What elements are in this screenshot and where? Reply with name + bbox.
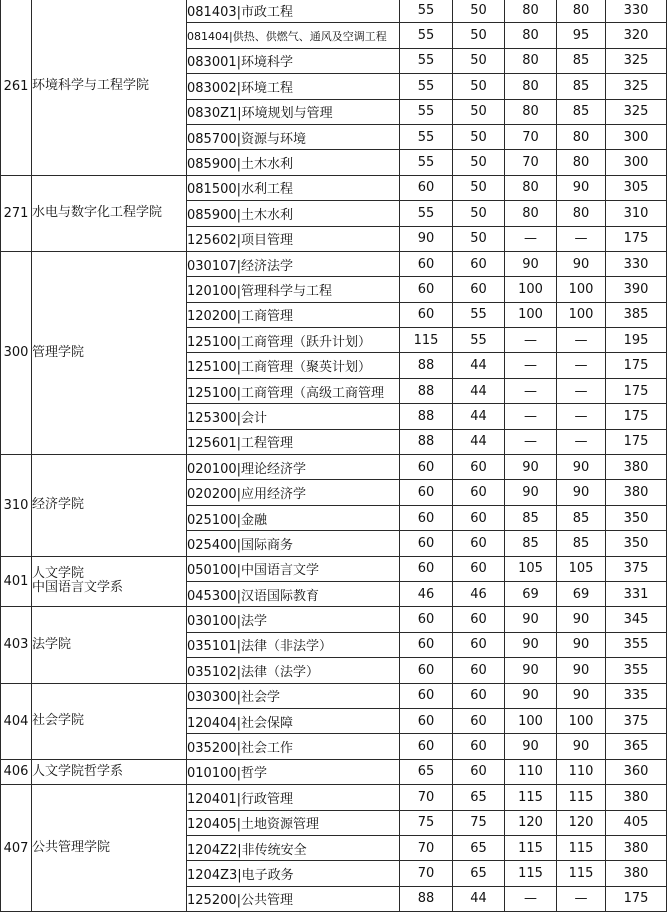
score-politics: 55 [400,201,453,226]
score-subject-2: 80 [557,124,606,149]
score-total: 325 [606,99,667,124]
score-total: 345 [606,607,667,632]
score-subject-2: 85 [557,99,606,124]
major-name: 125602|项目管理 [187,226,400,251]
score-foreign-language: 60 [453,708,505,733]
score-total: 175 [606,404,667,429]
score-subject-2: 95 [557,23,606,48]
major-name: 081403|市政工程 [187,0,400,23]
score-subject-1: 115 [505,835,557,860]
score-total: 380 [606,785,667,810]
score-subject-1: 90 [505,734,557,759]
score-foreign-language: 55 [453,328,505,353]
score-subject-1: 120 [505,810,557,835]
score-politics: 70 [400,835,453,860]
major-name: 025100|金融 [187,505,400,530]
major-name: 0830Z1|环境规划与管理 [187,99,400,124]
score-politics: 60 [400,302,453,327]
score-subject-2: 85 [557,505,606,530]
table-row [1,0,667,23]
unit-name [32,683,187,759]
score-politics: 88 [400,404,453,429]
score-subject-2: 90 [557,632,606,657]
score-total: 405 [606,810,667,835]
major-name: 125200|公共管理 [187,886,400,911]
unit-name-line: 经济学院 [32,497,85,513]
table-row [1,175,667,200]
score-politics: 60 [400,708,453,733]
score-politics: 60 [400,277,453,302]
score-foreign-language: 50 [453,201,505,226]
score-total: 305 [606,175,667,200]
score-total: 335 [606,683,667,708]
unit-name [32,556,187,607]
score-subject-2: 90 [557,658,606,683]
unit-code: 261 [1,0,32,175]
score-subject-1: 70 [505,150,557,175]
score-politics: 46 [400,581,453,606]
major-name: 010100|哲学 [187,759,400,784]
score-politics: 115 [400,328,453,353]
unit-name [32,175,187,251]
score-subject-1: — [505,328,557,353]
score-subject-1: 80 [505,175,557,200]
score-subject-2: 120 [557,810,606,835]
unit-name [32,455,187,557]
score-subject-1: 80 [505,48,557,73]
score-total: 390 [606,277,667,302]
score-politics: 55 [400,48,453,73]
score-politics: 60 [400,251,453,276]
score-politics: 60 [400,607,453,632]
score-politics: 70 [400,861,453,886]
score-subject-1: — [505,353,557,378]
score-foreign-language: 60 [453,632,505,657]
score-total: 375 [606,556,667,581]
score-foreign-language: 44 [453,404,505,429]
score-politics: 60 [400,455,453,480]
score-total: 320 [606,23,667,48]
table-row [1,251,667,276]
score-subject-1: — [505,404,557,429]
score-foreign-language: 60 [453,480,505,505]
major-name: 1204Z2|非传统安全 [187,835,400,860]
major-name: 035200|社会工作 [187,734,400,759]
score-subject-1: 70 [505,124,557,149]
major-name: 125601|工程管理 [187,429,400,454]
score-total: 375 [606,708,667,733]
score-subject-2: — [557,404,606,429]
major-name: 120405|土地资源管理 [187,810,400,835]
score-subject-1: 85 [505,531,557,556]
score-subject-2: — [557,328,606,353]
score-foreign-language: 65 [453,835,505,860]
score-politics: 88 [400,378,453,403]
major-name: 085700|资源与环境 [187,124,400,149]
score-total: 195 [606,328,667,353]
score-foreign-language: 44 [453,378,505,403]
score-foreign-language: 60 [453,683,505,708]
score-subject-1: 100 [505,708,557,733]
score-foreign-language: 75 [453,810,505,835]
score-politics: 55 [400,99,453,124]
score-subject-2: 115 [557,835,606,860]
score-subject-1: 100 [505,302,557,327]
score-subject-2: 85 [557,74,606,99]
unit-code: 310 [1,455,32,557]
score-foreign-language: 60 [453,251,505,276]
score-total: 175 [606,226,667,251]
score-total: 365 [606,734,667,759]
score-politics: 88 [400,353,453,378]
score-foreign-language: 44 [453,886,505,911]
score-total: 385 [606,302,667,327]
unit-name [32,251,187,454]
unit-name-line: 社会学院 [32,713,85,729]
major-name: 120404|社会保障 [187,708,400,733]
score-foreign-language: 60 [453,734,505,759]
score-total: 175 [606,353,667,378]
unit-name-line: 中国语言文学系 [32,580,124,596]
major-name: 125100|工商管理（高级工商管理 [187,378,400,403]
score-politics: 60 [400,480,453,505]
score-total: 325 [606,48,667,73]
score-subject-2: 90 [557,455,606,480]
score-subject-1: — [505,429,557,454]
score-total: 330 [606,0,667,23]
score-politics: 55 [400,124,453,149]
major-name: 125100|工商管理（聚英计划） [187,353,400,378]
score-subject-1: 90 [505,658,557,683]
score-foreign-language: 44 [453,353,505,378]
table-row [1,607,667,632]
major-name: 035102|法律（法学） [187,658,400,683]
unit-name-line: 公共管理学院 [32,840,111,856]
major-name: 030300|社会学 [187,683,400,708]
score-politics: 60 [400,505,453,530]
score-total: 350 [606,531,667,556]
score-foreign-language: 50 [453,48,505,73]
unit-name-line: 管理学院 [32,344,85,360]
score-subject-2: 85 [557,48,606,73]
score-subject-1: 69 [505,581,557,606]
major-name: 035101|法律（非法学） [187,632,400,657]
major-name: 020200|应用经济学 [187,480,400,505]
score-subject-2: 90 [557,480,606,505]
score-subject-2: — [557,429,606,454]
score-subject-1: 90 [505,455,557,480]
score-subject-1: 80 [505,23,557,48]
score-subject-2: 90 [557,607,606,632]
score-table-body [1,0,667,912]
score-politics: 65 [400,759,453,784]
unit-code: 271 [1,175,32,251]
score-subject-2: — [557,226,606,251]
score-subject-1: 90 [505,251,557,276]
score-total: 330 [606,251,667,276]
score-foreign-language: 60 [453,531,505,556]
score-politics: 60 [400,658,453,683]
score-foreign-language: 60 [453,455,505,480]
score-total: 310 [606,201,667,226]
score-politics: 60 [400,734,453,759]
score-subject-2: 85 [557,531,606,556]
score-foreign-language: 60 [453,759,505,784]
score-total: 360 [606,759,667,784]
score-subject-2: 90 [557,683,606,708]
score-total: 355 [606,632,667,657]
score-subject-1: 110 [505,759,557,784]
score-subject-2: — [557,378,606,403]
major-name: 1204Z3|电子政务 [187,861,400,886]
score-total: 175 [606,429,667,454]
major-name: 050100|中国语言文学 [187,556,400,581]
score-subject-2: 105 [557,556,606,581]
major-name: 081404|供热、供燃气、通风及空调工程 [187,23,400,48]
major-name: 083002|环境工程 [187,74,400,99]
major-name: 045300|汉语国际教育 [187,581,400,606]
score-foreign-language: 50 [453,175,505,200]
score-subject-1: — [505,378,557,403]
score-subject-1: 90 [505,480,557,505]
score-subject-1: 105 [505,556,557,581]
score-total: 175 [606,886,667,911]
score-foreign-language: 60 [453,505,505,530]
unit-code: 300 [1,251,32,454]
score-subject-1: 90 [505,607,557,632]
score-subject-1: 80 [505,201,557,226]
score-foreign-language: 60 [453,607,505,632]
major-name: 125300|会计 [187,404,400,429]
score-subject-2: 80 [557,150,606,175]
table-row [1,455,667,480]
score-subject-2: 90 [557,734,606,759]
score-total: 380 [606,455,667,480]
score-subject-2: 80 [557,0,606,23]
score-politics: 60 [400,175,453,200]
unit-name-line: 人文学院哲学系 [32,763,124,779]
score-subject-1: — [505,886,557,911]
unit-name-line: 环境科学与工程学院 [32,78,150,94]
score-foreign-language: 60 [453,277,505,302]
major-name: 081500|水利工程 [187,175,400,200]
score-total: 380 [606,835,667,860]
unit-name [32,759,187,784]
score-politics: 55 [400,74,453,99]
major-name: 120401|行政管理 [187,785,400,810]
score-subject-1: 100 [505,277,557,302]
unit-code: 404 [1,683,32,759]
table-row [1,785,667,810]
unit-code: 406 [1,759,32,784]
score-foreign-language: 50 [453,0,505,23]
score-foreign-language: 50 [453,226,505,251]
score-subject-1: 80 [505,74,557,99]
score-total: 331 [606,581,667,606]
major-name: 125100|工商管理（跃升计划） [187,328,400,353]
score-total: 380 [606,861,667,886]
table-row [1,759,667,784]
score-subject-1: 115 [505,785,557,810]
score-foreign-language: 60 [453,658,505,683]
major-name: 120200|工商管理 [187,302,400,327]
score-politics: 55 [400,0,453,23]
score-subject-1: — [505,226,557,251]
score-foreign-language: 60 [453,556,505,581]
score-foreign-language: 46 [453,581,505,606]
score-subject-1: 80 [505,0,557,23]
score-foreign-language: 65 [453,785,505,810]
score-politics: 70 [400,785,453,810]
score-subject-2: 110 [557,759,606,784]
score-politics: 60 [400,683,453,708]
score-total: 300 [606,150,667,175]
table-row [1,556,667,581]
score-politics: 60 [400,556,453,581]
major-name: 030100|法学 [187,607,400,632]
major-name: 083001|环境科学 [187,48,400,73]
score-politics: 55 [400,23,453,48]
major-name: 120100|管理科学与工程 [187,277,400,302]
score-subject-2: 80 [557,201,606,226]
score-total: 300 [606,124,667,149]
major-name: 020100|理论经济学 [187,455,400,480]
score-total: 175 [606,378,667,403]
major-name: 085900|土木水利 [187,201,400,226]
score-foreign-language: 50 [453,99,505,124]
score-subject-2: 69 [557,581,606,606]
score-politics: 88 [400,429,453,454]
score-subject-2: 115 [557,861,606,886]
score-politics: 90 [400,226,453,251]
score-subject-2: 100 [557,302,606,327]
score-foreign-language: 50 [453,23,505,48]
score-subject-2: 100 [557,277,606,302]
score-subject-1: 80 [505,99,557,124]
score-foreign-language: 55 [453,302,505,327]
score-subject-1: 85 [505,505,557,530]
unit-code: 403 [1,607,32,683]
major-name: 025400|国际商务 [187,531,400,556]
score-subject-1: 90 [505,683,557,708]
unit-name [32,785,187,912]
unit-name-line: 法学院 [32,636,72,652]
unit-name [32,0,187,175]
unit-code: 401 [1,556,32,607]
score-politics: 60 [400,531,453,556]
score-total: 380 [606,480,667,505]
unit-name-line: 水电与数字化工程学院 [32,205,163,221]
score-foreign-language: 65 [453,861,505,886]
table-row [1,683,667,708]
major-name: 030107|经济法学 [187,251,400,276]
score-total: 325 [606,74,667,99]
score-politics: 55 [400,150,453,175]
major-name: 085900|土木水利 [187,150,400,175]
score-subject-2: 90 [557,175,606,200]
unit-name-line: 人文学院 [32,566,85,582]
score-politics: 60 [400,632,453,657]
score-politics: 88 [400,886,453,911]
score-subject-2: 90 [557,251,606,276]
score-subject-2: — [557,886,606,911]
score-foreign-language: 50 [453,150,505,175]
unit-code: 407 [1,785,32,912]
score-foreign-language: 44 [453,429,505,454]
score-subject-1: 90 [505,632,557,657]
score-politics: 75 [400,810,453,835]
score-subject-2: 115 [557,785,606,810]
score-subject-2: 100 [557,708,606,733]
score-foreign-language: 50 [453,74,505,99]
unit-name [32,607,187,683]
score-total: 355 [606,658,667,683]
score-foreign-language: 50 [453,124,505,149]
score-total: 350 [606,505,667,530]
score-subject-2: — [557,353,606,378]
score-subject-1: 115 [505,861,557,886]
